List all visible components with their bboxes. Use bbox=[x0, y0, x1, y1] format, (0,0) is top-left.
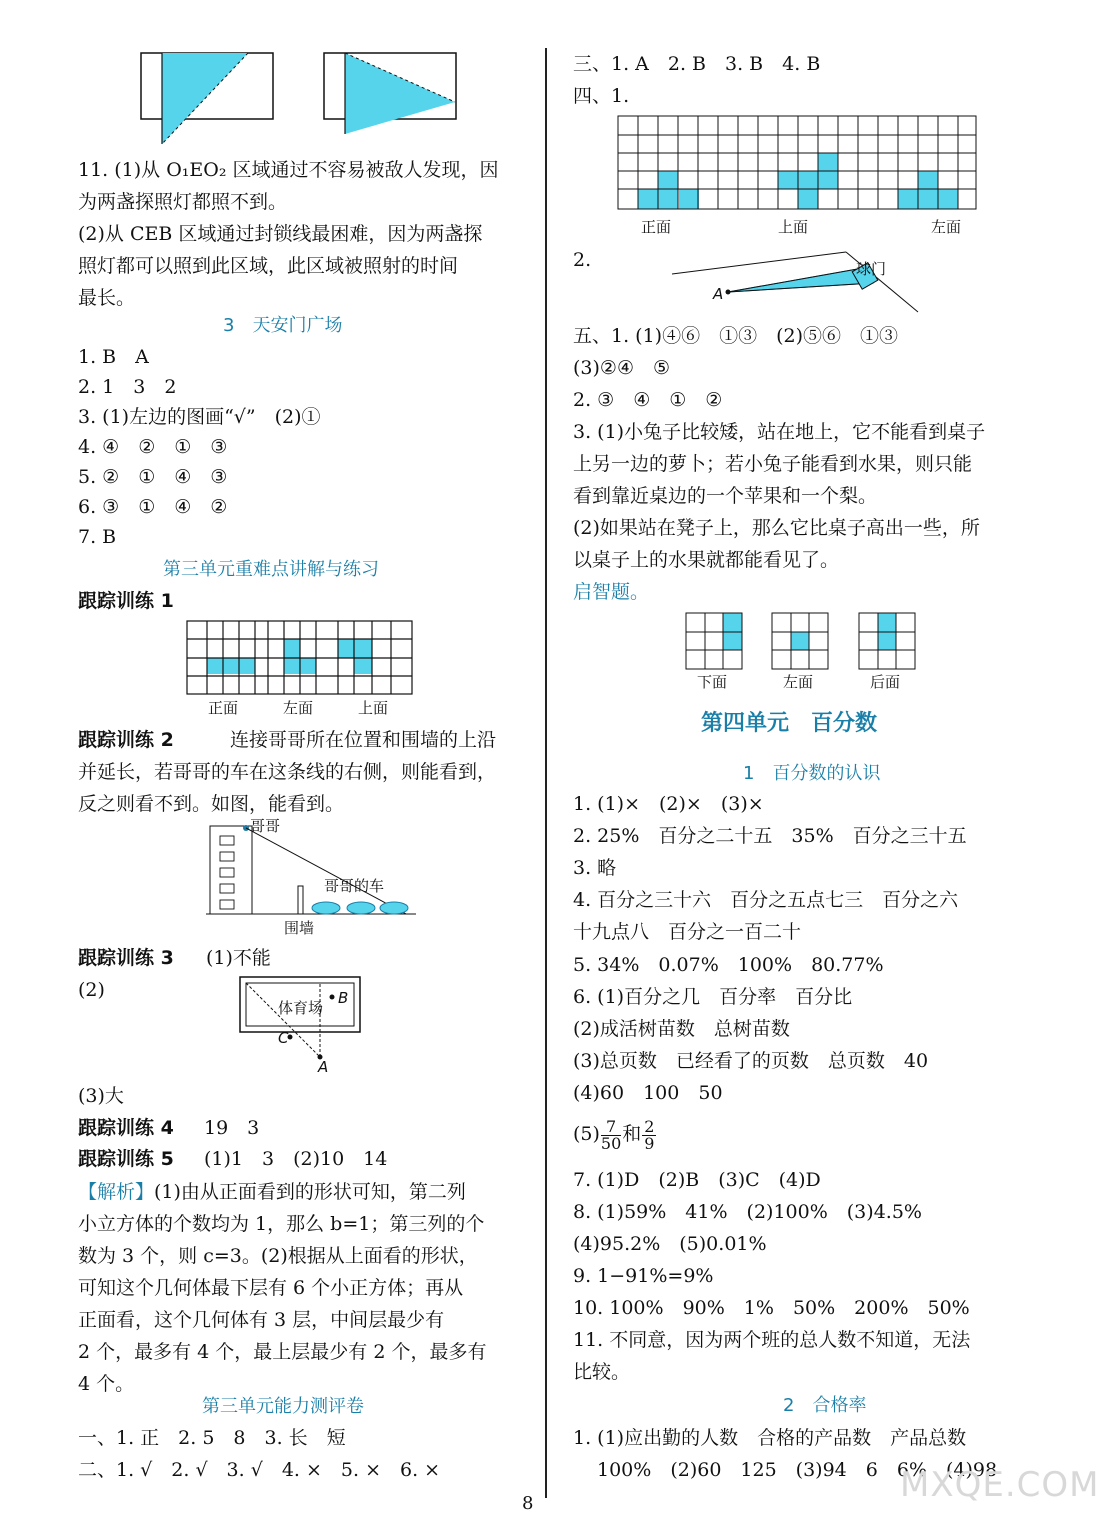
training-2-text: 并延长，若哥哥的车在这条线的右侧，则能看到， bbox=[78, 761, 497, 783]
triangle-figure-1 bbox=[140, 52, 275, 147]
part5-q3-line: 3. (1)小兔子比较矮，站在地上，它不能看到桌子 bbox=[573, 421, 986, 443]
part4-q2-label: 2. bbox=[573, 249, 592, 271]
analysis-line: 数为 3 个，则 c=3。(2)根据从上面看的形状， bbox=[78, 1245, 478, 1267]
puzzle-grid-back bbox=[858, 612, 918, 672]
sec3-answer: 5. ② ① ④ ③ bbox=[78, 466, 228, 488]
q11-line1: 11. (1)从 O₁EO₂ 区域通过不容易被敌人发现，因 bbox=[78, 159, 499, 181]
page-number: 8 bbox=[522, 1493, 534, 1514]
fraction-2-denominator: 9 bbox=[644, 1133, 655, 1153]
analysis-tag: 【解析】 bbox=[78, 1181, 155, 1203]
view-grid bbox=[617, 115, 979, 213]
point-a-label: A bbox=[713, 285, 724, 303]
section-1-title: 1 百分数的认识 bbox=[743, 763, 881, 784]
analysis-line: 小立方体的个数均为 1，那么 b=1；第三列的个 bbox=[78, 1213, 485, 1235]
s1-answer: (4)60 100 50 bbox=[573, 1082, 723, 1104]
sec3-answer: 7. B bbox=[78, 526, 117, 548]
part5-q3-line: (2)如果站在凳子上，那么它比桌子高出一些，所 bbox=[573, 517, 980, 539]
sec3-answer: 1. B A bbox=[78, 346, 149, 368]
s1-answer: 8. (1)59% 41% (2)100% (3)4.5% bbox=[573, 1201, 922, 1223]
training-1-label: 跟踪训练 1 bbox=[78, 590, 174, 612]
goal-label: 球门 bbox=[856, 260, 887, 278]
part4-label: 四、1. bbox=[573, 85, 630, 107]
triangle-figure-2 bbox=[323, 52, 458, 147]
training-3-label: 跟踪训练 3 bbox=[78, 947, 174, 969]
training-2-label: 跟踪训练 2 bbox=[78, 729, 174, 751]
part5-q3-line: 看到靠近桌边的一个苹果和一个梨。 bbox=[573, 485, 878, 507]
watermark: MXQE.COM bbox=[900, 1465, 1100, 1505]
puzzle-label: 启智题。 bbox=[573, 581, 650, 603]
test-answer: 二、1. √ 2. √ 3. √ 4. × 5. × 6. × bbox=[78, 1459, 441, 1481]
fraction-2-numerator: 2 bbox=[644, 1116, 655, 1136]
fraction-1-denominator: 50 bbox=[600, 1133, 622, 1153]
training-1-grid bbox=[186, 620, 416, 698]
analysis-line: 4 个。 bbox=[78, 1373, 135, 1395]
training-4-answer: 19 3 bbox=[204, 1117, 260, 1139]
part5-answer: (3)②④ ⑤ bbox=[573, 357, 671, 379]
part5-q3-line: 上另一边的萝卜；若小兔子能看到水果，则只能 bbox=[573, 453, 973, 475]
s1-answer: (3)总页数 已经看了的页数 总页数 40 bbox=[573, 1050, 929, 1072]
unit3-title: 第三单元重难点讲解与练习 bbox=[163, 559, 379, 580]
analysis-line: (1)由从正面看到的形状可知，第二列 bbox=[154, 1181, 466, 1203]
s1-answer: 3. 略 bbox=[573, 857, 617, 879]
analysis-line: 正面看，这个几何体有 3 层，中间层最少有 bbox=[78, 1309, 445, 1331]
column-divider bbox=[545, 48, 547, 1498]
s1-answer: 10. 100% 90% 1% 50% 200% 50% bbox=[573, 1297, 970, 1319]
test-answer: 一、1. 正 2. 5 8 3. 长 短 bbox=[78, 1427, 346, 1449]
grid-caption: 上面 bbox=[778, 218, 809, 236]
s1-answer: 4. 百分之三十六 百分之五点七三 百分之六 bbox=[573, 889, 959, 911]
fraction-joiner: 和 bbox=[622, 1123, 642, 1145]
sec3-answer: 6. ③ ① ④ ② bbox=[78, 496, 228, 518]
puzzle-caption: 后面 bbox=[870, 673, 901, 691]
training-2-text: 反之则看不到。如图，能看到。 bbox=[78, 793, 345, 815]
s1-answer: 11. 不同意，因为两个班的总人数不知道，无法 bbox=[573, 1329, 971, 1351]
s2-answer: 100% (2)60 125 (3)94 6 6% (4)98 bbox=[597, 1459, 998, 1481]
part3-answers: 三、1. A 2. B 3. B 4. B bbox=[573, 53, 821, 75]
grid-caption: 左面 bbox=[283, 699, 314, 717]
training-3-answer: (2) bbox=[78, 979, 105, 1001]
s1-answer: 9. 1−91%=9% bbox=[573, 1265, 714, 1287]
s1-answer: (2)成活树苗数 总树苗数 bbox=[573, 1018, 790, 1040]
section-2-title: 2 合格率 bbox=[783, 1395, 867, 1416]
s1-answer: 1. (1)× (2)× (3)× bbox=[573, 793, 764, 815]
puzzle-caption: 左面 bbox=[783, 673, 814, 691]
unit4-title: 第四单元 百分数 bbox=[701, 711, 878, 736]
s1-answer: (4)95.2% (5)0.01% bbox=[573, 1233, 767, 1255]
grid-caption: 左面 bbox=[931, 218, 962, 236]
stadium-label: 体育场 bbox=[278, 999, 324, 1017]
puzzle-grid-left bbox=[771, 612, 831, 672]
point-a-label: A bbox=[318, 1058, 329, 1076]
training-5-label: 跟踪训练 5 bbox=[78, 1148, 174, 1170]
part5-q3-line: 以桌子上的水果就都能看见了。 bbox=[573, 549, 840, 571]
sec3-answer: 3. (1)左边的图画“√” (2)① bbox=[78, 406, 321, 428]
q11-line5: 最长。 bbox=[78, 287, 136, 309]
grid-caption: 正面 bbox=[641, 218, 672, 236]
q11-line2: 为两盏探照灯都照不到。 bbox=[78, 191, 288, 213]
sec3-answer: 2. 1 3 2 bbox=[78, 376, 177, 398]
section-3-title: 3 天安门广场 bbox=[223, 315, 343, 336]
puzzle-caption: 下面 bbox=[697, 673, 728, 691]
s1-answer: 6. (1)百分之几 百分率 百分比 bbox=[573, 986, 853, 1008]
training-3-answer: (1)不能 bbox=[206, 947, 271, 969]
analysis-line: 2 个，最多有 4 个，最上层最少有 2 个，最多有 bbox=[78, 1341, 487, 1363]
training-3-answer: (3)大 bbox=[78, 1085, 124, 1107]
fraction-2 bbox=[642, 1116, 656, 1153]
wall-label: 围墙 bbox=[284, 919, 315, 937]
part5-answer: 2. ③ ④ ① ② bbox=[573, 389, 723, 411]
s1-answer: 7. (1)D (2)B (3)C (4)D bbox=[573, 1169, 821, 1191]
point-b-label: B bbox=[338, 989, 349, 1007]
analysis-line: 可知这个几何体最下层有 6 个小正方体；再从 bbox=[78, 1277, 464, 1299]
grid-caption: 上面 bbox=[358, 699, 389, 717]
fraction-1-numerator: 7 bbox=[601, 1119, 621, 1136]
fraction-1 bbox=[600, 1116, 622, 1153]
puzzle-grid-bottom bbox=[685, 612, 745, 672]
unit3-test-title: 第三单元能力测评卷 bbox=[202, 1396, 364, 1417]
q11-line3: (2)从 CEB 区域通过封锁线最困难，因为两盏探 bbox=[78, 223, 483, 245]
sec3-answer: 4. ④ ② ① ③ bbox=[78, 436, 228, 458]
part5-answer: 五、1. (1)④⑥ ①③ (2)⑤⑥ ①③ bbox=[573, 325, 898, 347]
stadium-figure bbox=[238, 975, 368, 1070]
fraction-answer bbox=[573, 1112, 657, 1156]
brother-label: 哥哥 bbox=[250, 817, 281, 835]
fraction-prefix: (5) bbox=[573, 1123, 600, 1145]
goal-figure bbox=[668, 248, 928, 320]
s2-answer: 1. (1)应出勤的人数 合格的产品数 产品总数 bbox=[573, 1427, 967, 1449]
s1-answer: 5. 34% 0.07% 100% 80.77% bbox=[573, 954, 884, 976]
q11-line4: 照灯都可以照到此区域，此区域被照射的时间 bbox=[78, 255, 459, 277]
training-4-label: 跟踪训练 4 bbox=[78, 1117, 174, 1139]
training-5-answer: (1)1 3 (2)10 14 bbox=[204, 1148, 388, 1170]
grid-caption: 正面 bbox=[208, 699, 239, 717]
s1-answer: 比较。 bbox=[573, 1361, 631, 1383]
s1-answer: 十九点八 百分之一百二十 bbox=[573, 921, 802, 943]
training-2-text: 连接哥哥所在位置和围墙的上沿 bbox=[230, 729, 497, 751]
s1-answer: 2. 25% 百分之二十五 35% 百分之三十五 bbox=[573, 825, 967, 847]
point-c-label: C bbox=[278, 1029, 289, 1047]
car-label: 哥哥的车 bbox=[324, 877, 385, 895]
